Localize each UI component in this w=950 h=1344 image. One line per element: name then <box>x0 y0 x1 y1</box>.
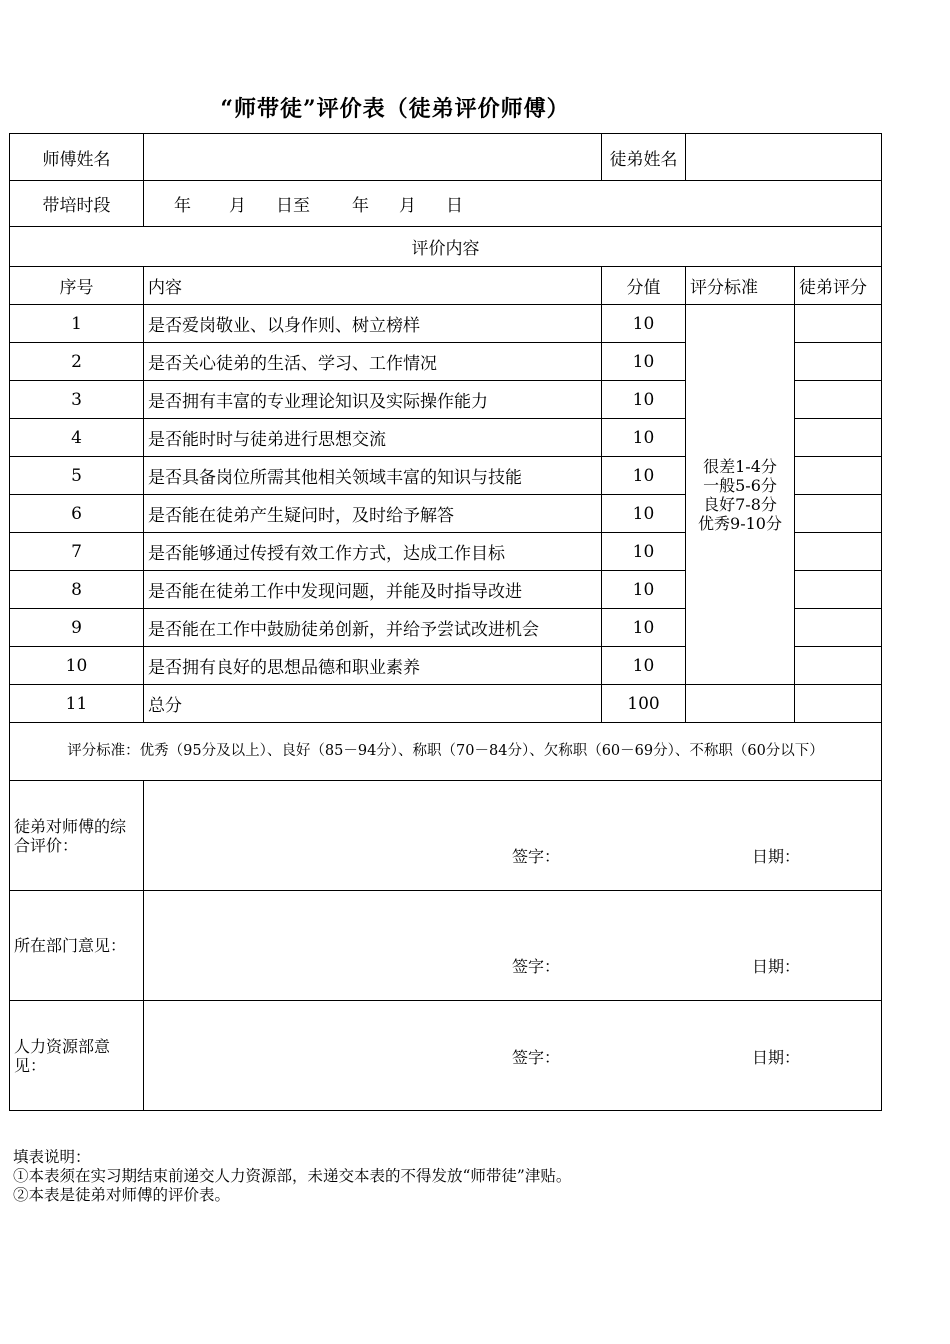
opinion-row <box>10 1001 882 1111</box>
section-title-row <box>10 227 882 267</box>
item-content: 是否关心徒弟的生活、学习、工作情况 <box>144 343 602 381</box>
table-row <box>10 305 882 343</box>
item-score: 10 <box>602 305 686 343</box>
item-content: 是否能在徒弟产生疑问时，及时给予解答 <box>144 495 602 533</box>
period-month-start: 月 <box>229 196 246 216</box>
item-score: 10 <box>602 609 686 647</box>
date-label: 日期： <box>752 847 801 866</box>
period-day-start: 日至 <box>276 196 310 216</box>
item-content: 是否拥有丰富的专业理论知识及实际操作能力 <box>144 381 602 419</box>
item-no: 5 <box>10 457 144 495</box>
apprentice-name-label: 徒弟姓名 <box>602 134 686 181</box>
period-label: 带培时段 <box>10 181 144 227</box>
item-score: 10 <box>602 571 686 609</box>
item-no: 9 <box>10 609 144 647</box>
signature-label: 签字： <box>512 1048 561 1067</box>
period-month-end: 月 <box>399 196 416 216</box>
item-content: 是否能在工作中鼓励徒弟创新，并给予尝试改进机会 <box>144 609 602 647</box>
item-no: 7 <box>10 533 144 571</box>
hr-opinion-field[interactable] <box>144 1001 882 1111</box>
total-row <box>10 685 882 723</box>
item-no: 6 <box>10 495 144 533</box>
period-year-end: 年 <box>352 196 369 216</box>
item-score: 10 <box>602 495 686 533</box>
item-no: 4 <box>10 419 144 457</box>
signature-label: 签字： <box>512 847 561 866</box>
instructions-heading: 填表说明： <box>13 1148 91 1166</box>
date-label: 日期： <box>752 1048 801 1067</box>
period-field[interactable] <box>144 181 882 227</box>
item-score: 10 <box>602 343 686 381</box>
standard-line: 很差1-4分 <box>703 456 777 476</box>
item-content: 是否能在徒弟工作中发现问题，并能及时指导改进 <box>144 571 602 609</box>
col-content-header: 内容 <box>144 267 602 305</box>
col-no-header: 序号 <box>10 267 144 305</box>
opinion-row <box>10 891 882 1001</box>
grading-note: 评分标准：优秀（95分及以上）、良好（85－94分）、称职（70－84分）、欠称职（60－69分）、不称职（60分以下） <box>10 723 882 781</box>
section-title: 评价内容 <box>10 227 882 267</box>
standard-line: 优秀9-10分 <box>698 513 782 533</box>
item-score: 10 <box>602 647 686 685</box>
hr-opinion-label: 人力资源部意见： <box>10 1001 144 1111</box>
department-opinion-label: 所在部门意见： <box>10 891 144 1001</box>
item-no: 3 <box>10 381 144 419</box>
item-score: 10 <box>602 533 686 571</box>
signature-label: 签字： <box>512 957 561 976</box>
standard-line: 良好7-8分 <box>703 494 777 514</box>
apprentice-score-input[interactable] <box>795 533 882 571</box>
grading-note-row <box>10 723 882 781</box>
apprentice-score-input[interactable] <box>795 381 882 419</box>
apprentice-score-input[interactable] <box>795 647 882 685</box>
total-apprentice-score-input[interactable] <box>795 685 882 723</box>
name-row <box>10 134 882 181</box>
item-no: 2 <box>10 343 144 381</box>
form-title: “师带徒”评价表（徒弟评价师傅） <box>220 96 570 122</box>
instructions <box>13 1148 571 1205</box>
scoring-standard <box>686 305 795 685</box>
evaluation-form-table <box>9 133 882 1111</box>
col-score-header: 分值 <box>602 267 686 305</box>
date-label: 日期： <box>752 957 801 976</box>
apprentice-name-field[interactable] <box>686 134 882 181</box>
total-label: 总分 <box>144 685 602 723</box>
master-name-field[interactable] <box>144 134 602 181</box>
item-no: 10 <box>10 647 144 685</box>
period-year-start: 年 <box>174 196 191 216</box>
apprentice-score-input[interactable] <box>795 609 882 647</box>
item-content: 是否能够通过传授有效工作方式，达成工作目标 <box>144 533 602 571</box>
department-opinion-field[interactable] <box>144 891 882 1001</box>
period-row <box>10 181 882 227</box>
item-content: 是否具备岗位所需其他相关领域丰富的知识与技能 <box>144 457 602 495</box>
apprentice-evaluation-field[interactable] <box>144 781 882 891</box>
item-score: 10 <box>602 457 686 495</box>
opinion-row <box>10 781 882 891</box>
col-apprentice-score-header: 徒弟评分 <box>795 267 882 305</box>
apprentice-score-input[interactable] <box>795 419 882 457</box>
apprentice-score-input[interactable] <box>795 343 882 381</box>
standard-line: 一般5-6分 <box>703 475 777 495</box>
apprentice-score-input[interactable] <box>795 571 882 609</box>
period-day-end: 日 <box>446 196 463 216</box>
item-content: 是否能时时与徒弟进行思想交流 <box>144 419 602 457</box>
total-standard-cell <box>686 685 795 723</box>
apprentice-score-input[interactable] <box>795 495 882 533</box>
total-score: 100 <box>602 685 686 723</box>
item-score: 10 <box>602 381 686 419</box>
instruction-line: ②本表是徒弟对师傅的评价表。 <box>13 1186 231 1204</box>
total-no: 11 <box>10 685 144 723</box>
apprentice-evaluation-label: 徒弟对师傅的综合评价： <box>10 781 144 891</box>
item-no: 8 <box>10 571 144 609</box>
item-content: 是否爱岗敬业、以身作则、树立榜样 <box>144 305 602 343</box>
instruction-line: ①本表须在实习期结束前递交人力资源部，未递交本表的不得发放“师带徒”津贴。 <box>13 1167 572 1185</box>
apprentice-score-input[interactable] <box>795 305 882 343</box>
item-content: 是否拥有良好的思想品德和职业素养 <box>144 647 602 685</box>
master-name-label: 师傅姓名 <box>10 134 144 181</box>
item-no: 1 <box>10 305 144 343</box>
col-standard-header: 评分标准 <box>686 267 795 305</box>
apprentice-score-input[interactable] <box>795 457 882 495</box>
column-header-row <box>10 267 882 305</box>
item-score: 10 <box>602 419 686 457</box>
